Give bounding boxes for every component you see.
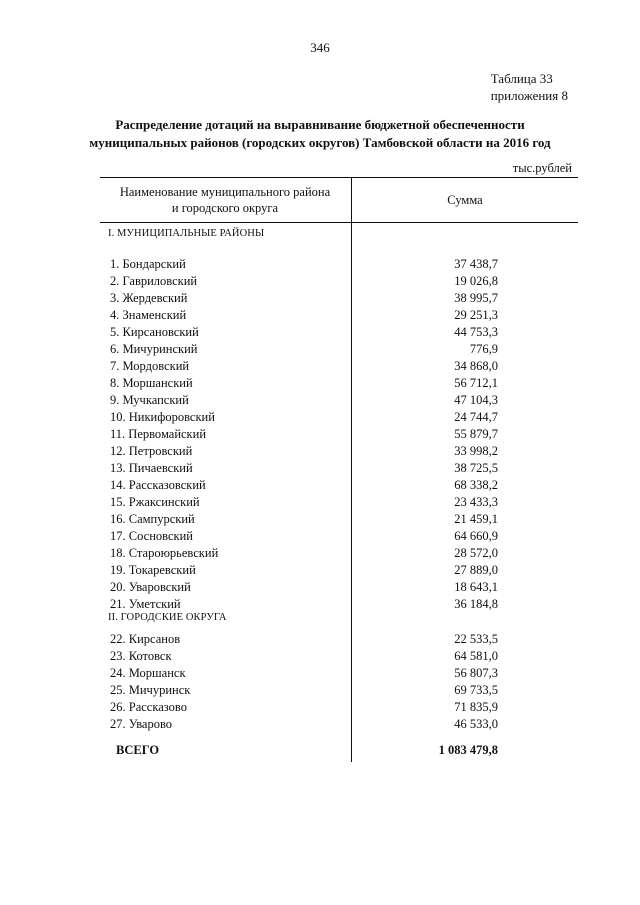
table-row	[0, 717, 640, 734]
subsidy-amount: 34 868,0	[454, 359, 498, 373]
table-row	[0, 325, 640, 342]
municipality-name: 13. Пичаевский	[110, 461, 193, 475]
table-row	[0, 359, 640, 376]
subsidy-amount: 47 104,3	[454, 393, 498, 407]
subsidy-amount: 56 807,3	[454, 666, 498, 680]
municipality-name: 18. Староюрьевский	[110, 546, 219, 560]
table-row	[0, 478, 640, 495]
municipality-name: 23. Котовск	[110, 649, 172, 663]
table-row	[0, 495, 640, 512]
subsidy-amount: 29 251,3	[454, 308, 498, 322]
subsidy-amount: 18 643,1	[454, 580, 498, 594]
page-number: 346	[310, 40, 330, 55]
municipality-name: 5. Кирсановский	[110, 325, 199, 339]
municipality-name: 27. Уварово	[110, 717, 173, 731]
subsidy-amount: 55 879,7	[454, 427, 498, 441]
municipality-name: 21. Уметский	[110, 597, 181, 611]
subsidy-amount: 23 433,3	[454, 495, 498, 509]
table-row	[0, 308, 640, 325]
subsidy-amount: 33 998,2	[454, 444, 498, 458]
subsidy-amount: 46 533,0	[454, 717, 498, 731]
title-line-2: муниципальных районов (городских округов) Тамбовской области на 2016 год	[89, 135, 551, 150]
table-row	[0, 700, 640, 717]
municipality-name: 24. Моршанск	[110, 666, 186, 680]
municipality-name: 12. Петровский	[110, 444, 193, 458]
appendix-number: приложения 8	[490, 88, 568, 103]
municipality-name: 14. Рассказовский	[110, 478, 206, 492]
units-label: тыс.рублей	[512, 161, 572, 175]
table-row	[0, 649, 640, 666]
table-top-rule	[100, 177, 578, 178]
municipality-name: 2. Гавриловский	[110, 274, 198, 288]
table-row	[0, 461, 640, 478]
subsidy-amount: 71 835,9	[454, 700, 498, 714]
table-row	[0, 291, 640, 308]
subsidy-amount: 776,9	[469, 342, 498, 356]
total-label: ВСЕГО	[116, 743, 160, 757]
municipality-name: 9. Мучкапский	[110, 393, 189, 407]
subsidy-amount: 22 533,5	[454, 632, 498, 646]
table-row	[0, 597, 640, 614]
table-row	[0, 274, 640, 291]
municipality-name: 1. Бондарский	[110, 257, 186, 271]
table-row	[0, 580, 640, 597]
table-row	[0, 512, 640, 529]
municipality-name: 26. Рассказово	[110, 700, 187, 714]
subsidy-amount: 24 744,7	[454, 410, 498, 424]
subsidy-amount: 68 338,2	[454, 478, 498, 492]
municipality-name: 6. Мичуринский	[110, 342, 198, 356]
subsidy-amount: 19 026,8	[454, 274, 498, 288]
subsidy-amount: 36 184,8	[454, 597, 498, 611]
section-title: I. МУНИЦИПАЛЬНЫЕ РАЙОНЫ	[108, 228, 265, 239]
subsidy-amount: 21 459,1	[454, 512, 498, 526]
municipality-name: 4. Знаменский	[110, 308, 187, 322]
municipality-name: 10. Никифоровский	[110, 410, 215, 424]
table-row	[0, 410, 640, 427]
subsidy-amount: 56 712,1	[454, 376, 498, 390]
table-row	[0, 546, 640, 563]
total-amount: 1 083 479,8	[438, 743, 498, 757]
municipality-name: 11. Первомайский	[110, 427, 207, 441]
subsidy-amount: 38 995,7	[454, 291, 498, 305]
subsidy-amount: 64 581,0	[454, 649, 498, 663]
municipality-name: 17. Сосновский	[110, 529, 193, 543]
document-title	[60, 116, 580, 152]
table-row	[0, 257, 640, 274]
table-row	[0, 427, 640, 444]
municipality-name: 3. Жердевский	[110, 291, 188, 305]
table-row	[0, 393, 640, 410]
table-row	[0, 683, 640, 700]
subsidy-amount: 38 725,5	[454, 461, 498, 475]
subsidy-amount: 28 572,0	[454, 546, 498, 560]
municipality-name: 22. Кирсанов	[110, 632, 181, 646]
column-header-sum: Сумма	[447, 193, 483, 207]
table-row	[0, 376, 640, 393]
municipality-name: 8. Моршанский	[110, 376, 193, 390]
subsidy-amount: 69 733,5	[454, 683, 498, 697]
table-number: Таблица 33	[490, 71, 553, 86]
municipality-name: 20. Уваровский	[110, 580, 191, 594]
column-header-name: Наименование муниципального района и городского округа	[119, 185, 331, 215]
table-header-rule	[100, 222, 578, 223]
table-row	[0, 444, 640, 461]
table-row	[0, 342, 640, 359]
subsidy-amount: 64 660,9	[454, 529, 498, 543]
subsidy-amount: 44 753,3	[454, 325, 498, 339]
table-row	[0, 632, 640, 649]
municipality-name: 15. Ржаксинский	[110, 495, 200, 509]
municipality-name: 16. Сампурский	[110, 512, 195, 526]
municipality-name: 19. Токаревский	[110, 563, 196, 577]
municipality-name: 25. Мичуринск	[110, 683, 191, 697]
subsidy-amount: 27 889,0	[454, 563, 498, 577]
total-row	[0, 743, 640, 760]
title-line-1: Распределение дотаций на выравнивание бюджетной обеспеченности	[115, 117, 525, 132]
table-reference	[491, 70, 568, 104]
table-row	[0, 563, 640, 580]
table-row	[0, 666, 640, 683]
subsidy-amount: 37 438,7	[454, 257, 498, 271]
section-title: II. ГОРОДСКИЕ ОКРУГА	[108, 612, 227, 623]
municipality-name: 7. Мордовский	[110, 359, 190, 373]
table-row	[0, 529, 640, 546]
